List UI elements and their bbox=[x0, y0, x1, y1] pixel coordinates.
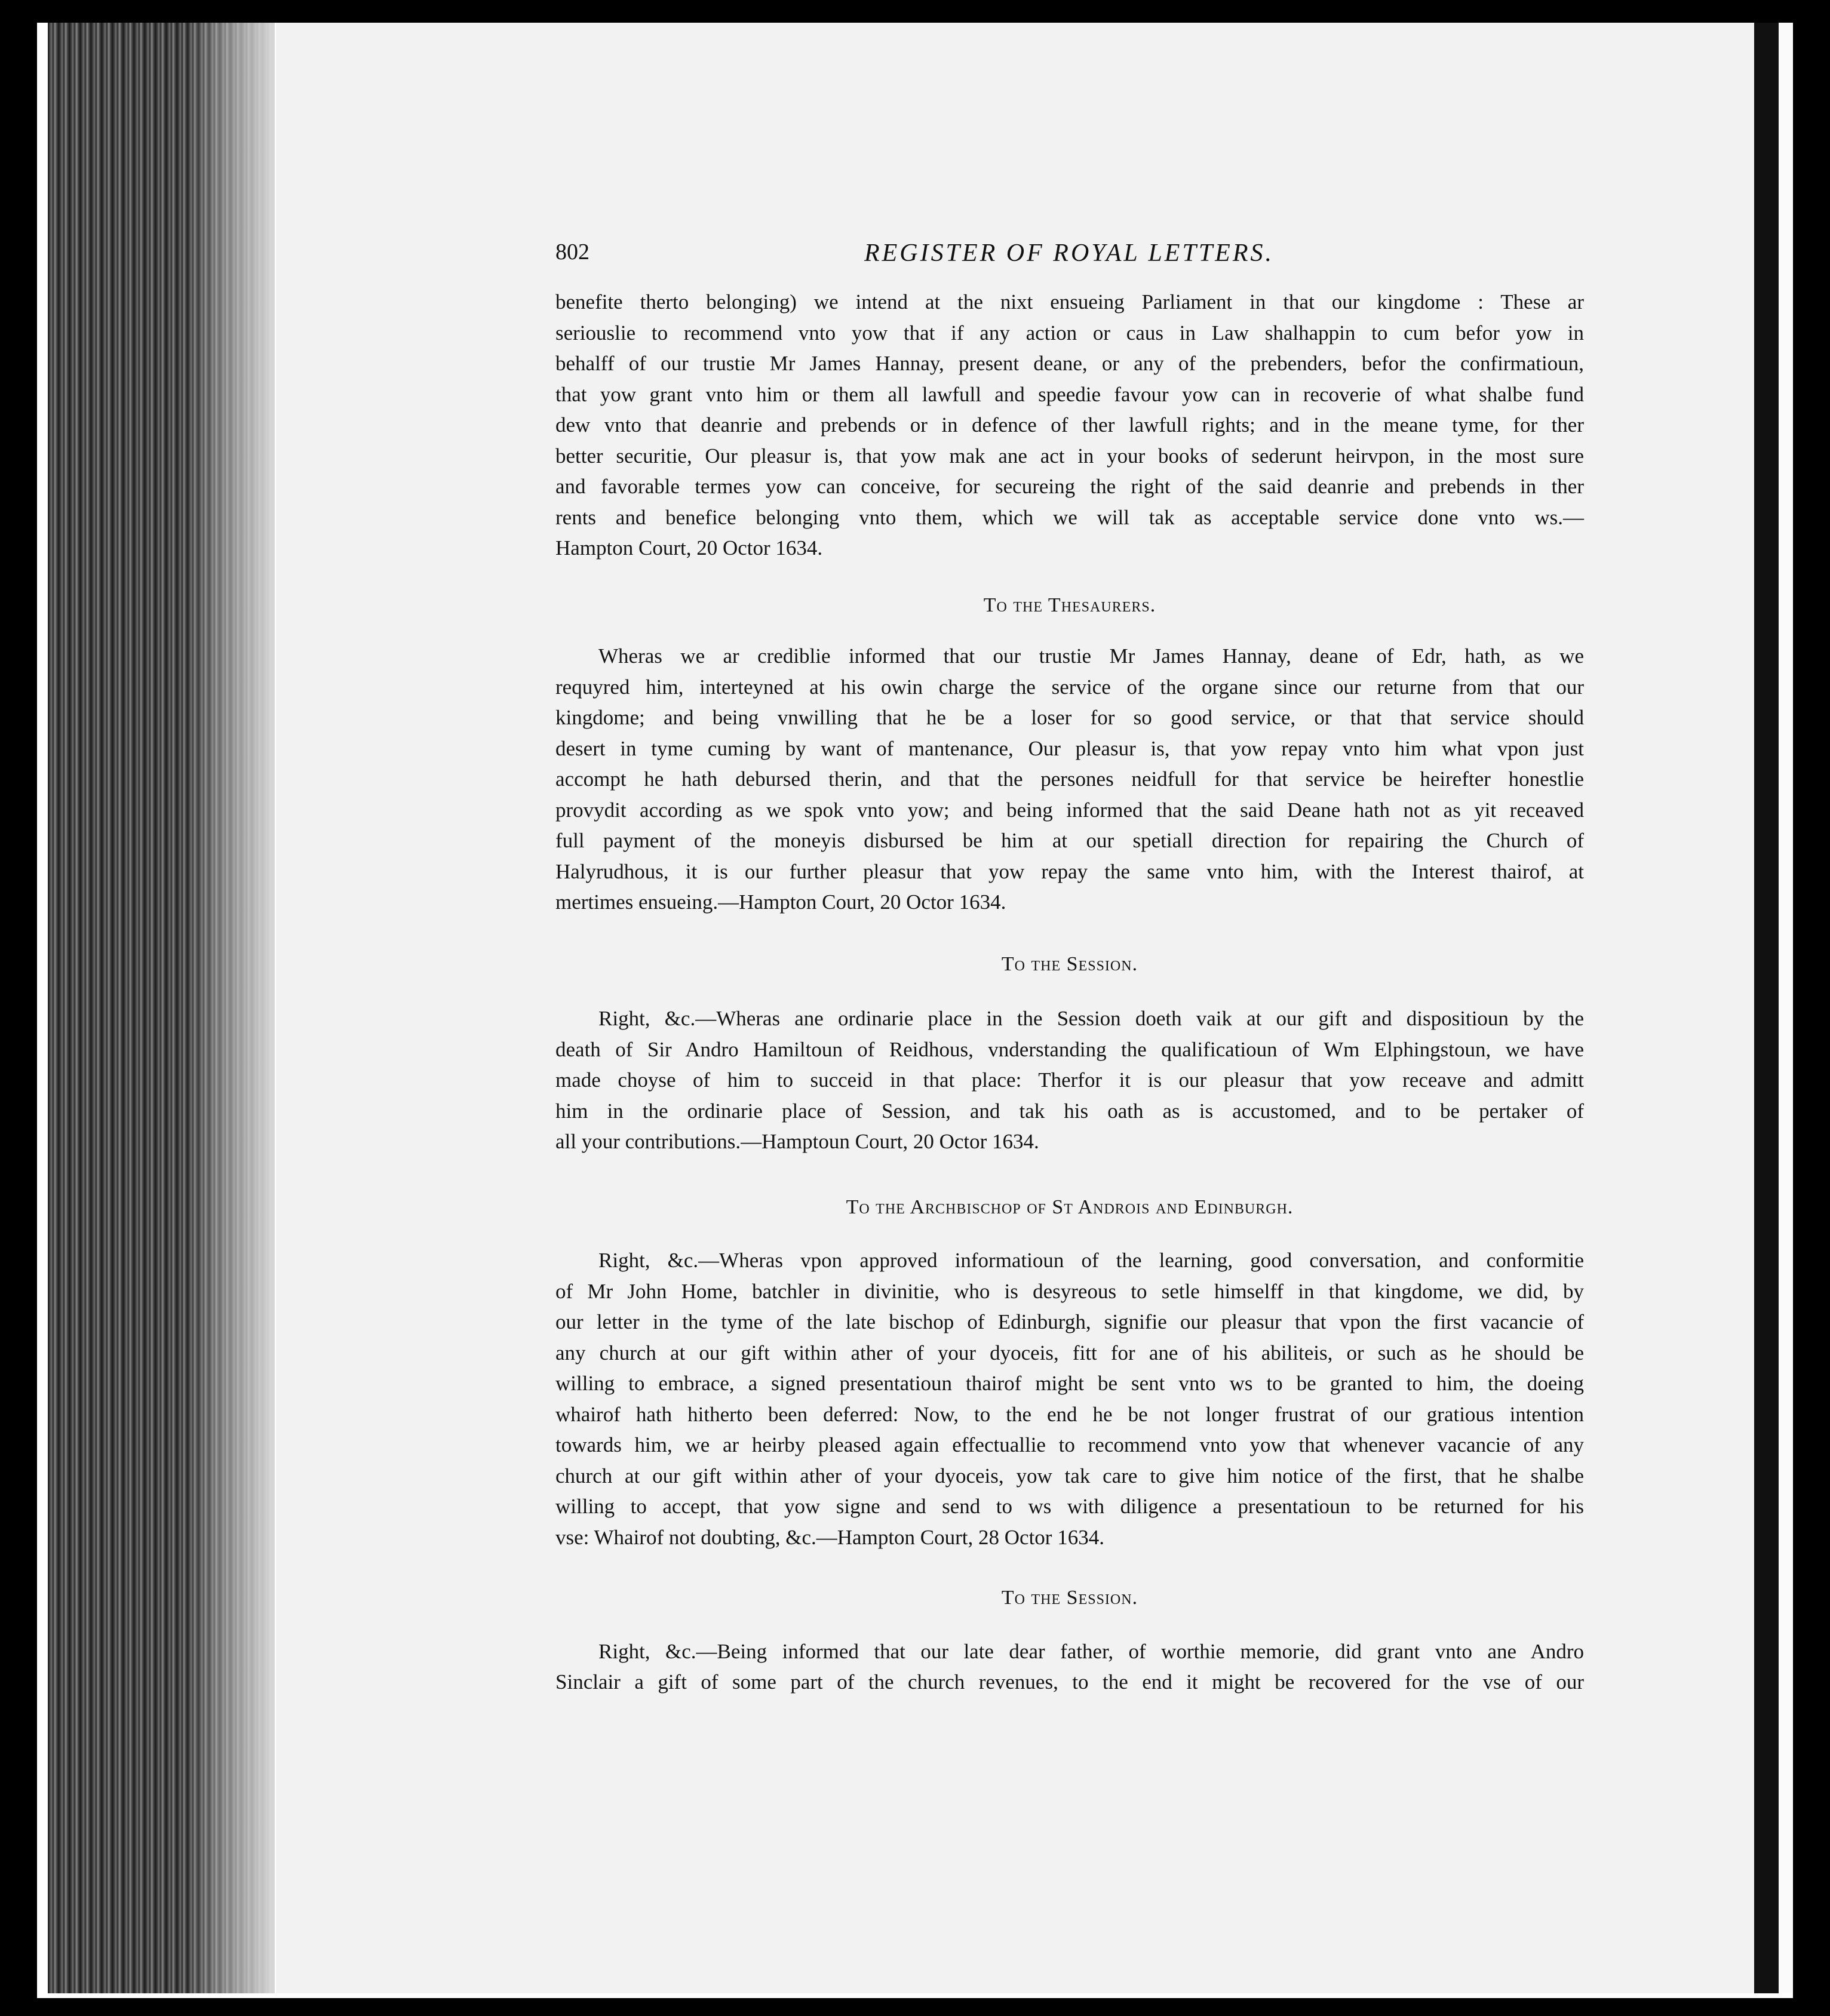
text-line: kingdome; and being vnwilling that he be a loser for so good service, or that that service should bbox=[555, 706, 1584, 729]
section-heading-session: To the Session. bbox=[1001, 952, 1138, 975]
text-line: dew vnto that deanrie and prebends or in defence of ther lawfull rights; and in the meane tyme, for ther bbox=[555, 413, 1584, 437]
text-line: better securitie, Our pleasur is, that yow mak ane act in your books of sederunt heirvpon, in the most sure bbox=[555, 444, 1584, 468]
section-heading-session-2: To the Session. bbox=[1001, 1587, 1138, 1609]
text-line: whairof hath hitherto been deferred: Now, to the end he be not longer frustrat of our gratious intention bbox=[555, 1402, 1584, 1426]
text-line: behalff of our trustie Mr James Hannay, present deane, or any of the prebenders, befor the confirmatioun, bbox=[555, 352, 1584, 375]
text-line: desert in tyme cuming by want of mantenance, Our pleasur is, that yow repay vnto him what vpon just bbox=[555, 736, 1584, 760]
text-line: requyred him, interteyned at his owin charge the service of the organe since our returne from that our bbox=[555, 675, 1584, 699]
text-line: of Mr John Home, batchler in divinitie, who is desyreous to setle himselff in that kingdome, we did, by bbox=[555, 1279, 1584, 1303]
text-line: seriouslie to recommend vnto yow that if any action or caus in Law shalhappin to cum befor yow in bbox=[555, 321, 1584, 345]
text-line: accompt he hath debursed therin, and that the persones neidfull for that service be heirefter honestlie bbox=[555, 767, 1584, 791]
text-line: church at our gift within ather of your dyoceis, yow tak care to give him notice of the first, that he shalbe bbox=[555, 1464, 1584, 1488]
text-line: Right, &c.—Being informed that our late dear father, of worthie memorie, did grant vnto ane Andro bbox=[598, 1639, 1584, 1663]
text-line: death of Sir Andro Hamiltoun of Reidhous, vnderstanding the qualificatioun of Wm Elphingstoun, we have bbox=[555, 1037, 1584, 1061]
section-heading-thesaurers: To the Thesaurers. bbox=[983, 594, 1156, 616]
thesaurers-paragraph bbox=[555, 641, 1584, 918]
text-line: full payment of the moneyis disbursed be him at our spetiall direction for repairing the Church of bbox=[555, 829, 1584, 852]
text-line: provydit according as we spok vnto yow; and being informed that the said Deane hath not as yit receaved bbox=[555, 798, 1584, 822]
text-line: made choyse of him to succeid in that place: Therfor it is our pleasur that yow receave and admitt bbox=[555, 1068, 1584, 1092]
text-line: benefite therto belonging) we intend at the nixt ensueing Parliament in that our kingdome : These ar bbox=[555, 290, 1584, 314]
intro-paragraph bbox=[555, 287, 1584, 564]
right-margin-strip bbox=[1779, 23, 1792, 1993]
text-line: vse: Whairof not doubting, &c.—Hampton Court, 28 Octor 1634. bbox=[555, 1525, 1104, 1549]
running-title: REGISTER OF ROYAL LETTERS. bbox=[864, 239, 1274, 267]
text-line: Right, &c.—Wheras ane ordinarie place in the Session doeth vaik at our gift and dispositioun by the bbox=[598, 1007, 1584, 1030]
gutter-shadow bbox=[185, 23, 275, 1993]
text-line: him in the ordinarie place of Session, and tak his oath as is accustomed, and to be pertaker of bbox=[555, 1099, 1584, 1123]
text-line: willing to accept, that yow signe and send to ws with diligence a presentatioun to be returned for his bbox=[555, 1495, 1584, 1518]
session-paragraph bbox=[555, 1003, 1584, 1157]
text-line: towards him, we ar heirby pleased again effectuallie to recommend vnto yow that whenever vacancie of any bbox=[555, 1433, 1584, 1456]
text-line: that yow grant vnto him or them all lawfull and speedie favour yow can in recoverie of what shalbe fund bbox=[555, 382, 1584, 406]
text-line: Hampton Court, 20 Octor 1634. bbox=[555, 536, 823, 560]
section-heading-archbischop: To the Archbischop of St Androis and Edinburgh. bbox=[846, 1196, 1294, 1218]
text-line: Wheras we ar crediblie informed that our trustie Mr James Hannay, deane of Edr, hath, as we bbox=[598, 644, 1584, 668]
scan-top-border bbox=[37, 18, 1793, 23]
page-header bbox=[555, 239, 1583, 275]
text-line: mertimes ensueing.—Hampton Court, 20 Octor 1634. bbox=[555, 890, 1006, 914]
text-line: our letter in the tyme of the late bischop of Edinburgh, signifie our pleasur that vpon the first vacancie of bbox=[555, 1310, 1584, 1333]
archbischop-paragraph bbox=[555, 1245, 1584, 1553]
text-line: any church at our gift within ather of your dyoceis, fitt for ane of his abiliteis, or such as he should be bbox=[555, 1341, 1584, 1365]
text-line: willing to embrace, a signed presentatioun thairof might be sent vnto ws to be granted to him, the doeing bbox=[555, 1372, 1584, 1395]
text-line: rents and benefice belonging vnto them, which we will tak as acceptable service done vnto ws.— bbox=[555, 505, 1584, 529]
text-line: Right, &c.—Wheras vpon approved informatioun of the learning, good conversation, and conformitie bbox=[598, 1249, 1584, 1272]
session-2-paragraph bbox=[555, 1636, 1584, 1698]
page-body bbox=[555, 287, 1584, 1698]
text-line: all your contributions.—Hamptoun Court, 20 Octor 1634. bbox=[555, 1130, 1039, 1153]
text-line: and favorable termes yow can conceive, for secureing the right of the said deanrie and prebends in ther bbox=[555, 475, 1584, 498]
text-line: Halyrudhous, it is our further pleasur that yow repay the same vnto him, with the Interest thairof, at bbox=[555, 859, 1584, 883]
text-line: Sinclair a gift of some part of the church revenues, to the end it might be recovered for the vse of our bbox=[555, 1670, 1584, 1694]
page-number: 802 bbox=[555, 239, 589, 265]
